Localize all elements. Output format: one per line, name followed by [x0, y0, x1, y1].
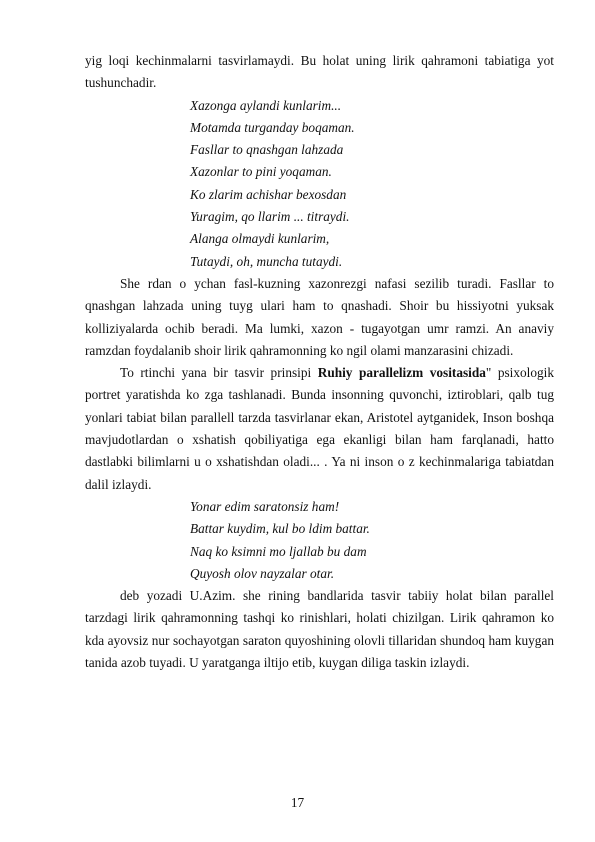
poem-line: Yonar edim saratonsiz ham! — [190, 498, 340, 514]
poem-excerpt-2 — [85, 496, 554, 585]
paragraph-psychological-parallelism — [85, 362, 554, 496]
paragraph-lead-text: To rtinchi yana bir tasvir prinsipi — [120, 365, 318, 381]
paragraph-conclusion: deb yozadi U.Azim. she rining bandlarida tasvir tabiiy holat bilan parallel tarzdagi lirik qahramonning tashqi ko rinishlari, holati chizilgan. Lirik qahramon ko kda ayovsiz nur sochayotgan saraton quyoshining olovli tillaridan shundoq ham kuygan tanida azob tuyadi. U yaratganga iltijo etib, kuygan diliga taskin izlaydi. — [85, 588, 554, 671]
poem-line: Quyosh olov nayzalar otar. — [190, 565, 335, 581]
poem-line: Yuragim, qo llarim ... titraydi. — [190, 209, 350, 225]
page-number: 17 — [290, 795, 305, 810]
poem-line: Naq ko ksimni mo ljallab bu dam — [190, 543, 367, 559]
poem-excerpt-1 — [85, 95, 554, 273]
page-body — [85, 50, 554, 674]
paragraph-autumn-analysis: She rdan o ychan fasl-kuzning xazonrezgi nafasi sezilib turadi. Fasllar to qnashgan lahzada uning tuyg ulari ham to qnashadi. Shoir bu hissiyotni yuksak kolliziyalarda ochib beradi. Ma lumki, xazon - tugayotgan umr ramzi. An anaviy ramzdan foydalanib shoir lirik qahramonning ko ngil olami manzarasini chizadi. — [85, 275, 554, 358]
poem-line: Motamda turganday boqaman. — [190, 119, 355, 135]
emphasized-term: Ruhiy parallelizm vositasida — [317, 365, 486, 381]
poem-line: Tutaydi, oh, muncha tutaydi. — [190, 253, 343, 269]
poem-line: Xazonga aylandi kunlarim... — [190, 97, 342, 113]
poem-line: Fasllar to qnashgan lahzada — [190, 142, 344, 158]
poem-line: Alanga olmaydi kunlarim, — [190, 231, 330, 247]
poem-line: Ko zlarim achishar bexosdan — [190, 186, 347, 202]
paragraph-body-text: " psixologik portret yaratishda ko zga tashlanadi. Bunda insonning quvonchi, iztiroblari, qalb tug yonlari tabiat bilan parallell tarzda tasvirlanar ekan, Aristotel aytganidek, Inson boshqa mavjudotlardan o xshatish qobiliyatiga ega ekanligi bilan ham farqlanadi, hatto dastlabki bilimlarni u o xshatishdan oladi... . Ya ni inson o z kechinmalariga tabiatdan dalil izlaydi. — [85, 365, 555, 492]
poem-line: Battar kuydim, kul bo ldim battar. — [190, 521, 370, 537]
paragraph-continuation: yig loqi kechinmalarni tasvirlamaydi. Bu holat uning lirik qahramoni tabiatiga yot tushunchadir. — [85, 53, 554, 91]
poem-line: Xazonlar to pini yoqaman. — [190, 164, 332, 180]
